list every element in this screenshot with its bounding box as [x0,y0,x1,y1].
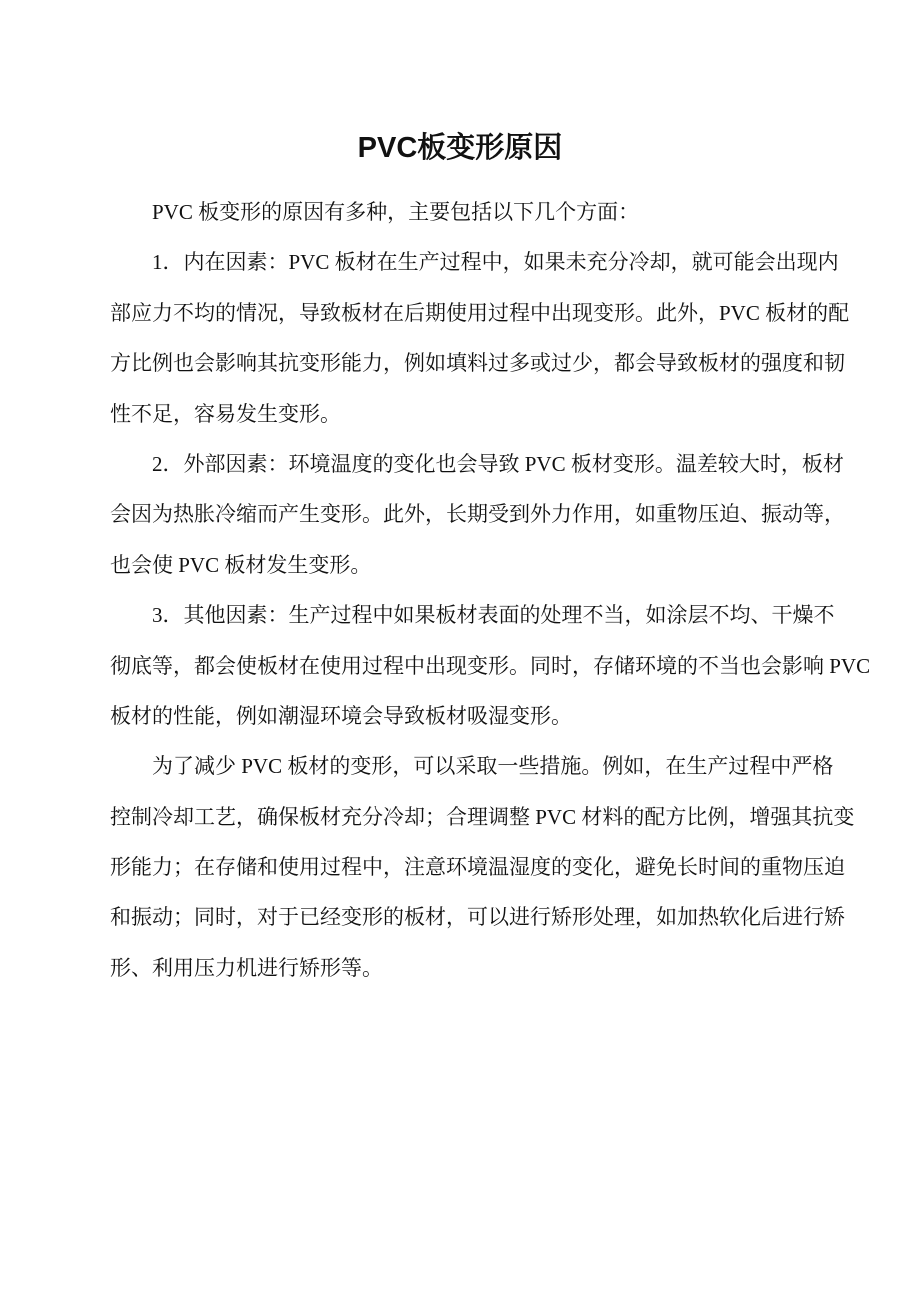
paragraph [110,237,850,439]
paragraph-line: 也会使 PVC 板材发生变形。 [110,552,372,577]
paragraph-line: 彻底等，都会使板材在使用过程中出现变形。同时，存储环境的不当也会影响 PVC [110,653,871,678]
paragraph-line: 2．外部因素：环境温度的变化也会导致 PVC 板材变形。温差较大时，板材 [152,451,844,476]
paragraph-line: 和振动；同时，对于已经变形的板材，可以进行矫形处理，如加热软化后进行矫 [110,905,845,930]
paragraph-line: 控制冷却工艺，确保板材充分冷却；合理调整 PVC 材料的配方比例，增强其抗变 [110,804,855,829]
paragraph [110,741,855,993]
document-title: PVC板变形原因 [357,132,563,164]
paragraph-line: 板材的性能，例如潮湿环境会导致板材吸湿变形。 [110,703,572,728]
paragraph [110,187,821,237]
paragraph-line: 为了减少 PVC 板材的变形，可以采取一些措施。例如，在生产过程中严格 [152,754,834,779]
paragraph [110,439,845,590]
paragraph-line: PVC 板变形的原因有多种，主要包括以下几个方面： [152,200,640,224]
paragraph-line: 形、利用压力机进行矫形等。 [110,955,383,980]
paragraph-line: 会因为热胀冷缩而产生变形。此外，长期受到外力作用，如重物压迫、振动等， [110,502,845,527]
paragraph-line: 部应力不均的情况，导致板材在后期使用过程中出现变形。此外，PVC 板材的配 [110,300,850,325]
paragraph-line: 3．其他因素：生产过程中如果板材表面的处理不当，如涂层不均、干燥不 [152,603,835,628]
document-body [110,187,871,993]
paragraph-line: 1．内在因素：PVC 板材在生产过程中，如果未充分冷却，就可能会出现内 [152,250,839,275]
paragraph-line: 性不足，容易发生变形。 [110,401,341,426]
paragraph-line: 形能力；在存储和使用过程中，注意环境温湿度的变化，避免长时间的重物压迫 [110,855,845,880]
paragraph [110,590,871,741]
paragraph-line: 方比例也会影响其抗变形能力，例如填料过多或过少，都会导致板材的强度和韧 [110,351,845,376]
